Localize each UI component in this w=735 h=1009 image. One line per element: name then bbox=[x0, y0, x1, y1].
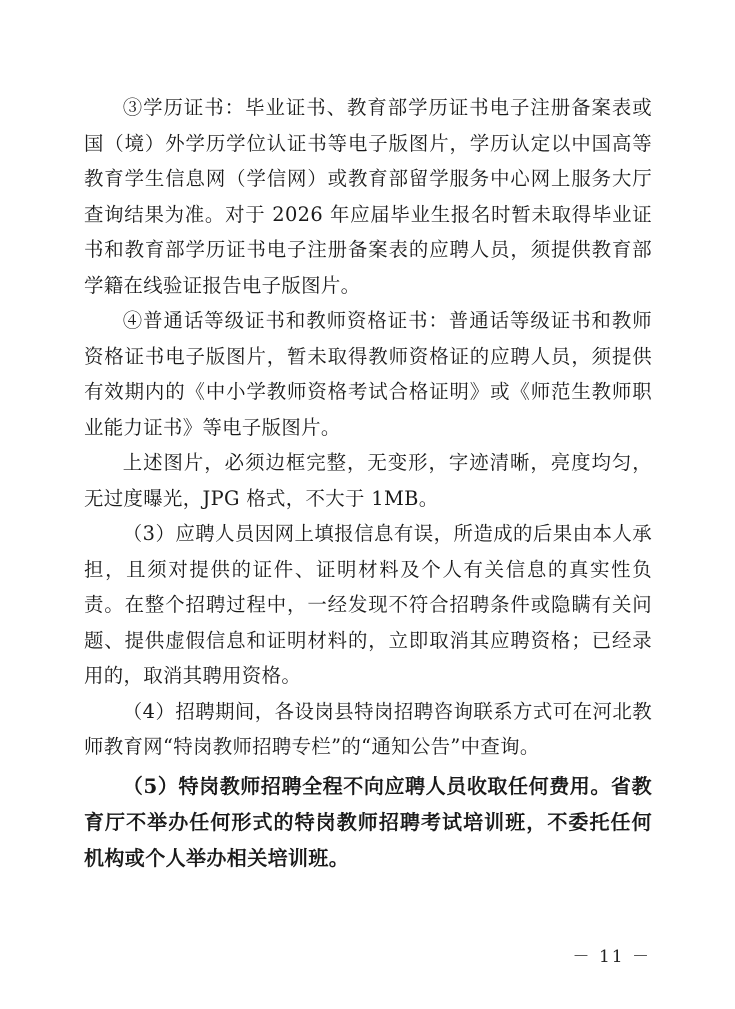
page-number: － 11 － bbox=[572, 947, 651, 967]
paragraph-item-4-contact: （4）招聘期间，各设岗县特岗招聘咨询联系方式可在河北教师教育网“特岗教师招聘专栏”的“通知公告”中查询。 bbox=[84, 699, 652, 758]
paragraph-education-certificate: ③学历证书：毕业证书、教育部学历证书电子注册备案表或国（境）外学历学位认证书等电子版图片，学历认定以中国高等教育学生信息网（学信网）或教育部留学服务中心网上服务大厅查询结果为准。对于 2026 年应届毕业生报名时暂未取得毕业证书和教育部学历证书电子注册备案表的应聘人员，须提供教育部学籍在线验证报告电子版图片。 bbox=[84, 96, 652, 297]
paragraph-item-3-responsibility: （3）应聘人员因网上填报信息有误，所造成的后果由本人承担，且须对提供的证件、证明材料及个人有关信息的真实性负责。在整个招聘过程中，一经发现不符合招聘条件或隐瞒有关问题、提供虚假信息和证明材料的，立即取消其应聘资格；已经录用的，取消其聘用资格。 bbox=[84, 522, 652, 687]
document-body bbox=[84, 90, 652, 876]
paragraph-mandarin-teacher-certificate: ④普通话等级证书和教师资格证书：普通话等级证书和教师资格证书电子版图片，暂未取得教师资格证的应聘人员，须提供有效期内的《中小学教师资格考试合格证明》或《师范生教师职业能力证书》等电子版图片。 bbox=[84, 309, 652, 439]
paragraph-image-requirements: 上述图片，必须边框完整，无变形，字迹清晰，亮度均匀，无过度曝光，JPG 格式，不大于 1MB。 bbox=[84, 451, 652, 510]
paragraph-item-5-no-fees: （5）特岗教师招聘全程不向应聘人员收取任何费用。省教育厅不举办任何形式的特岗教师招聘考试培训班，不委托任何机构或个人举办相关培训班。 bbox=[84, 773, 652, 870]
